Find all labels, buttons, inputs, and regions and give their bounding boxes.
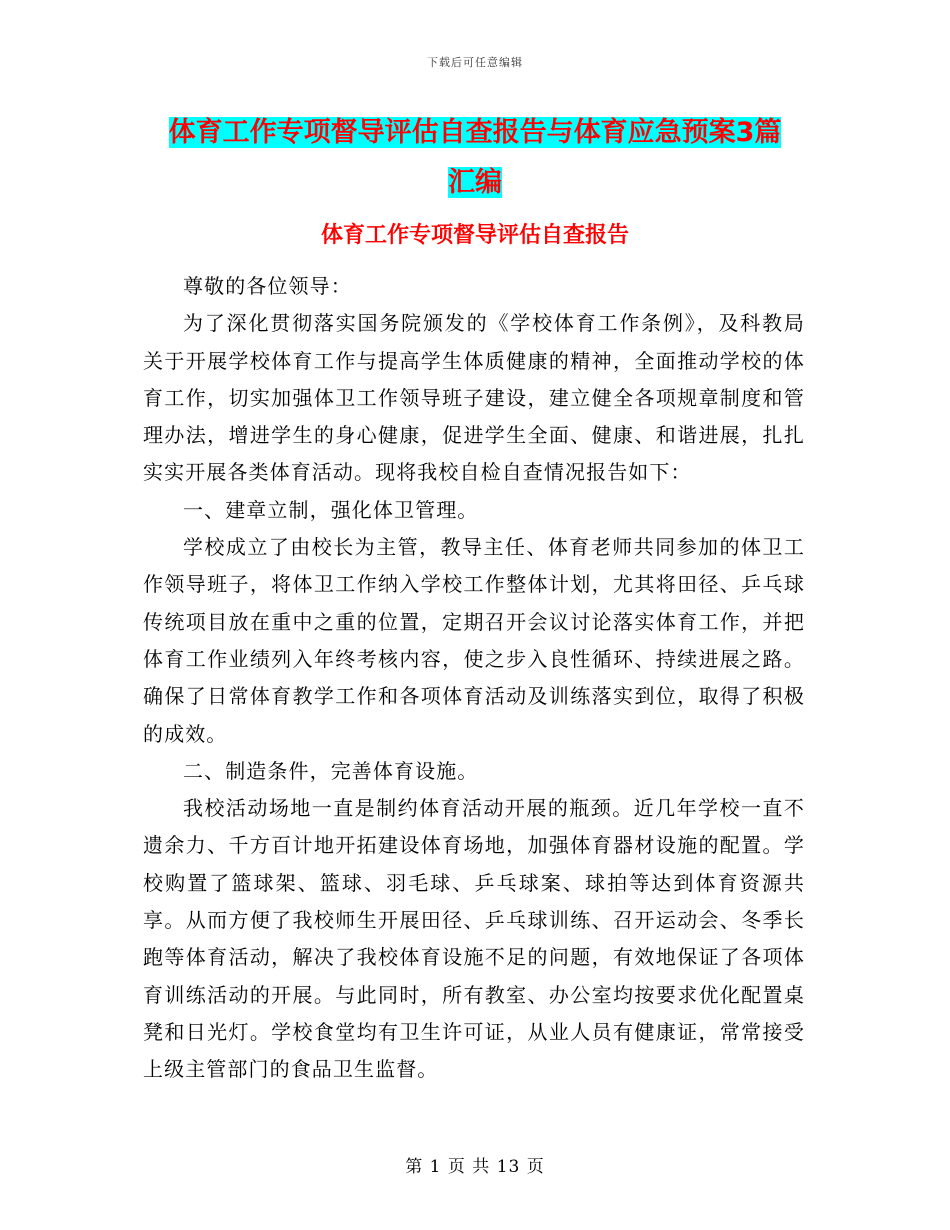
title-line-1: 体育工作专项督导评估自查报告与体育应急预案3篇 (168, 117, 782, 148)
header-note: 下载后可任意编辑 (427, 56, 523, 69)
section-heading: 一、建章立制，强化体卫管理。 (183, 497, 479, 522)
body-paragraph: 为了深化贯彻落实国务院颁发的《学校体育工作条例》，及科教局关于开展学校体育工作与提高学生体质健康的精神，全面推动学校的体育工作，切实加强体卫工作领导班子建设，建立健全各项规章制度和管理办法，增进学生的身心健康，促进学生全面、健康、和谐进展，扎扎实实开展各类体育活动。现将我校自检自查情况报告如下： (143, 311, 805, 485)
section-title: 体育工作专项督导评估自查报告 (320, 223, 629, 248)
section-heading: 二、制造条件，完善体育设施。 (183, 758, 479, 783)
document-body (143, 268, 805, 1089)
document-title (140, 108, 810, 208)
body-paragraph: 学校成立了由校长为主管，教导主任、体育老师共同参加的体卫工作领导班子，将体卫工作纳入学校工作整体计划，尤其将田径、乒乓球传统项目放在重中之重的位置，定期召开会议讨论落实体育工作，并把体育工作业绩列入年终考核内容，使之步入良性循环、持续进展之路。确保了日常体育教学工作和各项体育活动及训练落实到位，取得了积极的成效。 (143, 535, 805, 746)
salutation: 尊敬的各位领导： (183, 274, 352, 298)
body-paragraph: 我校活动场地一直是制约体育活动开展的瓶颈。近几年学校一直不遗余力、千方百计地开拓建设体育场地，加强体育器材设施的配置。学校购置了篮球架、篮球、羽毛球、乒乓球案、球拍等达到体育资源共享。从而方便了我校师生开展田径、乒乓球训练、召开运动会、冬季长跑等体育活动，解决了我校体育设施不足的问题，有效地保证了各项体育训练活动的开展。与此同时，所有教室、办公室均按要求优化配置桌凳和日光灯。学校食堂均有卫生许可证，从业人员有健康证，常常接受上级主管部门的食品卫生监督。 (143, 796, 805, 1082)
title-line-2: 汇编 (448, 167, 502, 198)
page-number: 第 1 页 共 13 页 (405, 1157, 545, 1177)
